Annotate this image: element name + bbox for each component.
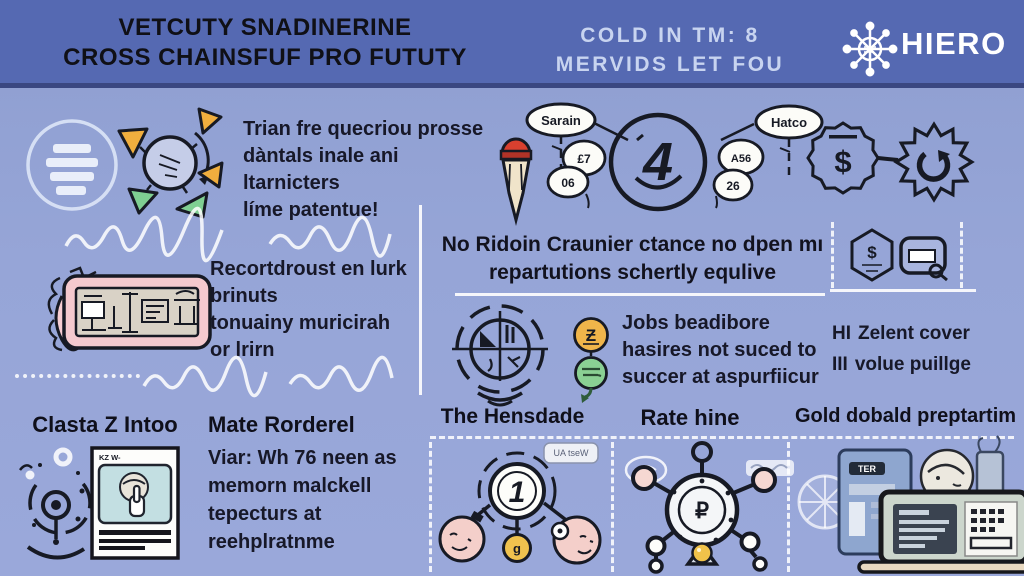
click-card-icon bbox=[90, 446, 182, 562]
col3-center-glyph: 1 bbox=[508, 476, 526, 509]
compass-icon bbox=[450, 303, 554, 405]
page-title-line1: VETCUTY SNADINERINE bbox=[118, 14, 412, 41]
pink-tablet-icon bbox=[48, 266, 216, 360]
tag-a56: A56 bbox=[730, 153, 752, 165]
list-marker: III bbox=[832, 354, 848, 375]
jobs-line3: succer at aspurfiicur bbox=[622, 366, 819, 388]
records-paragraph bbox=[210, 256, 430, 364]
col3-tag-label: UA tseW bbox=[553, 448, 589, 458]
list-item bbox=[832, 318, 971, 349]
monitor-search-icon bbox=[898, 233, 950, 283]
records-line3: tonuainy muricirah bbox=[210, 312, 391, 334]
hub-network-icon bbox=[618, 438, 786, 574]
right-dash-divider-right bbox=[960, 222, 963, 288]
col5-heading: Gold dobald preptartim bbox=[794, 405, 1017, 427]
dollar-badge-glyph: $ bbox=[834, 144, 852, 179]
dollar-cycle-icons bbox=[805, 112, 985, 212]
triangle-burst-icon bbox=[115, 105, 223, 217]
feature-list bbox=[832, 318, 971, 380]
page-title-line2: CROSS CHAINSFUF PRO FUTUTY bbox=[63, 44, 467, 71]
list-label: Zelent cover bbox=[858, 323, 970, 344]
col3-heading: The Hensdade bbox=[440, 405, 585, 428]
headline-underline bbox=[455, 293, 825, 296]
right-dash-divider-left bbox=[831, 222, 834, 288]
spiral-target-icon bbox=[18, 443, 96, 565]
tag-26: 26 bbox=[726, 179, 740, 193]
col2-line3: tepecturs at bbox=[208, 503, 322, 525]
jobs-line2: hasires not suced to bbox=[622, 339, 817, 361]
refresh-arrow-icon bbox=[920, 150, 951, 179]
brand-name: HIERO bbox=[901, 26, 1007, 61]
page-subtitle-line1: COLD IN TM: 8 bbox=[580, 24, 760, 47]
scribble-line-top bbox=[60, 222, 400, 256]
laptop-icon bbox=[859, 492, 1024, 572]
col2-line2: memorn malckell bbox=[208, 475, 372, 497]
col2-line1: Viar: Wh 76 neen as bbox=[208, 447, 397, 469]
col4-center-glyph: ₽ bbox=[695, 498, 709, 523]
records-line4: or lrirn bbox=[210, 339, 275, 361]
jobs-line1: Jobs beadibore bbox=[622, 312, 770, 334]
rocket-icon bbox=[501, 139, 531, 220]
col4-heading: Rate hine bbox=[640, 405, 740, 430]
page-subtitle bbox=[505, 21, 835, 79]
card-caption: KZ W- bbox=[99, 453, 121, 462]
workstation-icon bbox=[795, 436, 1023, 574]
col2-paragraph bbox=[208, 444, 423, 556]
page-title bbox=[55, 13, 475, 73]
list-marker: HI bbox=[832, 323, 851, 344]
records-line2: brinuts bbox=[210, 285, 278, 307]
jobs-paragraph bbox=[622, 310, 837, 391]
tag-06: 06 bbox=[561, 176, 575, 190]
snowflake-logo-icon bbox=[842, 21, 898, 77]
vertical-divider bbox=[419, 205, 422, 395]
hexagon-glyph: $ bbox=[867, 243, 877, 262]
col3-coin-glyph: g bbox=[513, 541, 521, 556]
tag-7: £7 bbox=[577, 152, 591, 166]
bottom-divider-2 bbox=[611, 442, 614, 572]
intro-line3: líme patentue! bbox=[243, 199, 379, 221]
page-subtitle-line2: MERVIDS LET FOU bbox=[555, 53, 785, 76]
orange-coin-glyph: Ƶ bbox=[585, 326, 597, 345]
hexagon-dollar-badge bbox=[848, 227, 896, 285]
right-underline bbox=[830, 289, 976, 292]
records-line1: Recortdroust en lurk bbox=[210, 258, 407, 280]
col2-heading: Mate Rorderel bbox=[208, 412, 355, 437]
scribble-line-bottom bbox=[140, 360, 400, 398]
col1-heading: Clasta Z Intoo bbox=[32, 412, 178, 437]
handshake-network-icon bbox=[432, 443, 607, 573]
bubble-hatco: Hatco bbox=[770, 115, 808, 130]
list-item bbox=[832, 349, 971, 380]
intro-paragraph bbox=[243, 116, 498, 224]
coin-circle-glyph: 4 bbox=[642, 132, 674, 192]
left-head-icon bbox=[440, 511, 484, 561]
middle-headline-line2: repartutions schertly equlive bbox=[488, 261, 777, 284]
intro-line2: dàntals inale ani ltarnicters bbox=[243, 145, 399, 194]
dotted-line bbox=[15, 374, 140, 378]
right-head-icon bbox=[552, 517, 600, 563]
middle-headline bbox=[435, 231, 830, 287]
intro-line1: Trian fre quecriou prosse bbox=[243, 118, 484, 140]
list-label: volue puillge bbox=[854, 354, 971, 375]
coin-pair-icon bbox=[565, 316, 617, 402]
tablet-label: TER bbox=[858, 464, 876, 474]
conversation-diagram bbox=[490, 98, 835, 230]
middle-headline-line1: No Ridoin Craunier ctance no dpen mı bbox=[441, 233, 824, 256]
bubble-sarain: Sarain bbox=[541, 113, 581, 128]
list-circle-icon bbox=[25, 118, 120, 213]
col2-line4: reehplratnme bbox=[208, 531, 335, 553]
